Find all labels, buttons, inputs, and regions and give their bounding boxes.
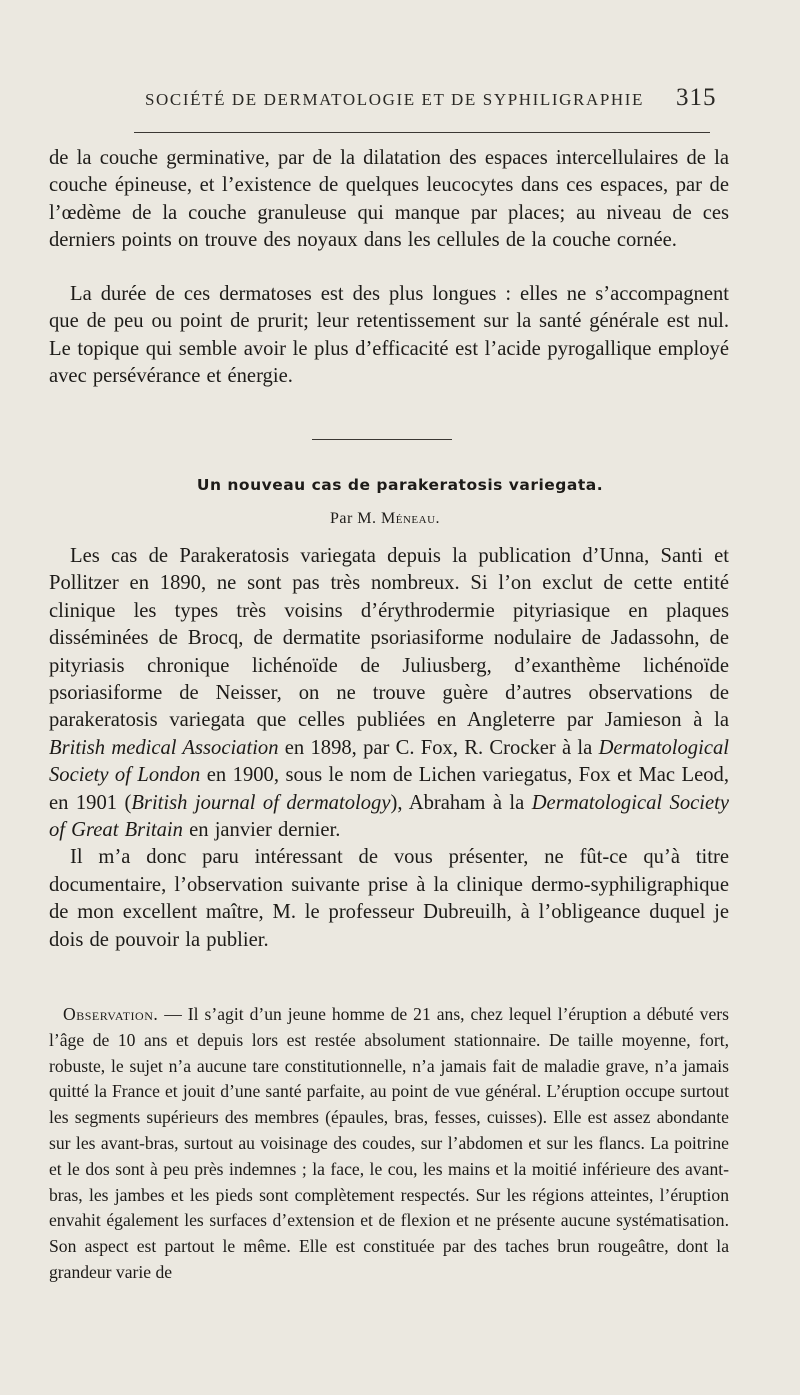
paragraph-introduction — [49, 543, 729, 844]
text-run: Les cas de Parakeratosis variegata depuis la publication d’Unna, Santi et Pollitzer en 1890, ne sont pas très nombreux. Si l’on exclut de cette entité clinique les types très voisins d’érythrodermie pityriasique en plaques disséminées de Brocq, de dermatite psoriasiforme nodulaire de Jadassohn, de pityriasis chronique lichénoïde de Juliusberg, d’exanthème lichénoïde psoriasiforme de Neisser, on ne trouve guère d’autres observations de parakeratosis variegata que celles publiées en Angleterre par Jamieson à la — [49, 545, 729, 732]
author-prefix: Par M. — [329, 510, 377, 527]
observation-paragraph — [49, 1002, 729, 1286]
article-body — [49, 543, 729, 954]
article-title: Un nouveau cas de parakeratosis variegata. — [196, 476, 604, 494]
paragraph-presentation: Il m’a donc paru intéressant de vous présenter, ne fût-ce qu’à titre documentaire, l’observation suivante prise à la clinique dermo-syphiligraphique de mon excellent maître, M. le professeur Dubreuilh, à l’obligeance duquel je dois de pouvoir la publier. — [49, 846, 729, 951]
running-head — [0, 82, 800, 122]
page-number: 315 — [676, 84, 717, 111]
journal-name: British journal of dermatology — [131, 791, 391, 814]
header-rule — [134, 132, 710, 133]
running-head-title: SOCIÉTÉ DE DERMATOLOGIE ET DE SYPHILIGRAPHIE — [145, 90, 645, 109]
society-name: Dermatological Society of London — [49, 736, 729, 787]
text-run: en 1900, sous le nom de Lichen variegatus, Fox et Mac Leod, en 1901 ( — [49, 764, 729, 814]
paragraph-continued — [49, 145, 729, 255]
paragraph-text: de la couche germinative, par de la dilatation des espaces intercellulaires de la couche épineuse, et l’existence de quelques leucocytes dans ces espaces, par de l’œdème de la couche granuleuse qui manque par places; au niveau de ces derniers points on trouve des noyaux dans les cellules de la couche cornée. — [49, 147, 729, 252]
text-run: en janvier dernier. — [189, 819, 341, 842]
observation-label: Observation. — [63, 1004, 159, 1024]
observation-text: — Il s’agit d’un jeune homme de 21 ans, chez lequel l’éruption a débuté vers l’âge de 10 ans et depuis lors est restée absolument stationnaire. De taille moyenne, fort, robuste, le sujet n’a aucune tare constitutionnelle, n’a jamais fait de maladie grave, n’a jamais quitté la France et jouit d’une santé parfaite, au point de vue général. L’éruption occupe surtout les segments supérieurs des membres (épaules, bras, fesses, cuisses). Elle est assez abondante sur les avant-bras, surtout au voisinage des coudes, sur l’abdomen et sur les flancs. La poitrine et le dos sont à peu près indemnes ; la face, le cou, les mains et la moitié inférieure des avant-bras, les jambes et les pieds sont complètement respectés. Sur les régions atteintes, l’éruption envahit également les surfaces d’extension et de flexion et ne présente aucune systématisation. Son aspect est partout le même. Elle est constituée par des taches brun rougeâtre, dont la grandeur varie de — [49, 1004, 729, 1282]
society-name: Dermatological Society of Great Britain — [49, 791, 729, 842]
article-author — [0, 510, 770, 528]
section-separator — [312, 439, 452, 440]
journal-name: British medical Association — [49, 736, 279, 759]
author-name: Méneau. — [381, 510, 441, 527]
text-run: ), Abraham à la — [390, 791, 525, 814]
paragraph-text: La durée de ces dermatoses est des plus longues : elles ne s’accompagnent que de peu ou point de prurit; leur retentissement sur la santé générale est nul. Le topique qui semble avoir le plus d’efficacité est l’acide pyrogallique employé avec persévérance et énergie. — [49, 283, 729, 388]
paragraph-prognosis — [49, 281, 729, 391]
text-run: en 1898, par C. Fox, R. Crocker à la — [284, 736, 593, 759]
